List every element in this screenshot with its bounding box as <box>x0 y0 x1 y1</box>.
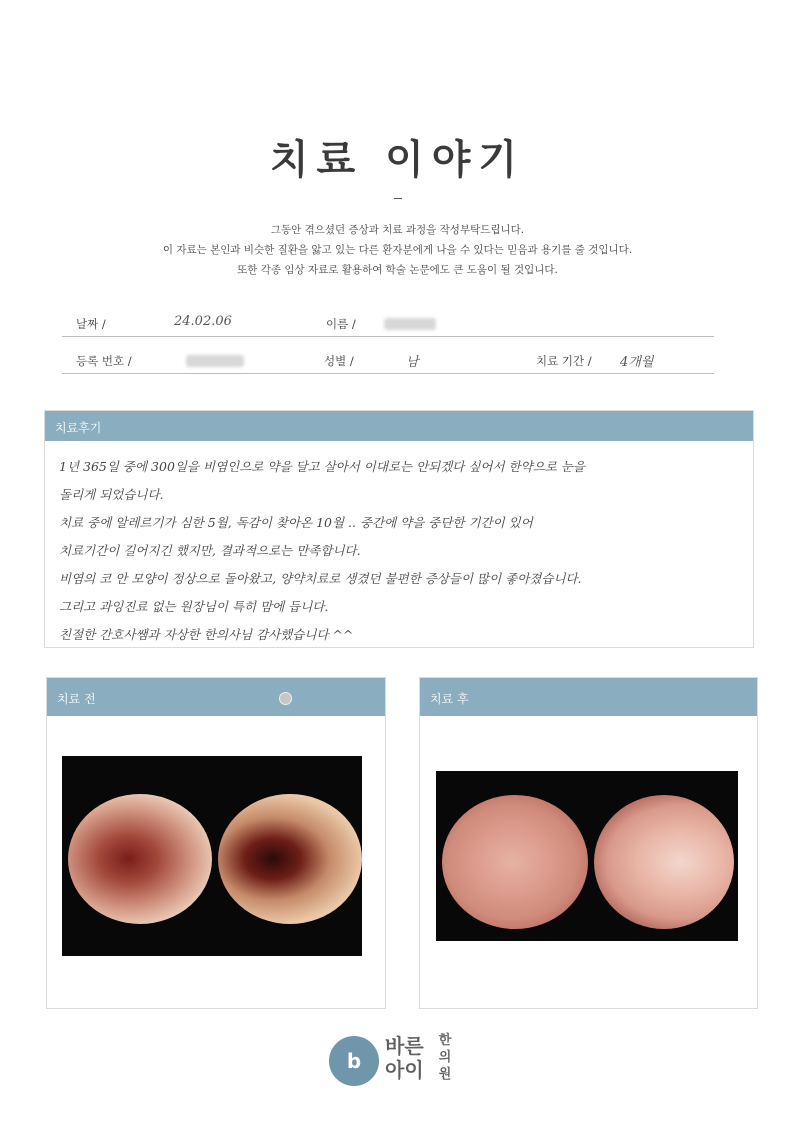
after-header-label: 치료 후 <box>430 692 469 706</box>
intro-line: 또한 각종 임상 자료로 활용하여 학술 논문에도 큰 도움이 될 것입니다. <box>237 264 558 276</box>
review-line: 친절한 간호사쌤과 자상한 한의사님 감사했습니다 ^^ <box>59 627 354 642</box>
after-section <box>419 677 758 1009</box>
page-title: 치료 이야기 <box>269 137 526 183</box>
intro-text <box>0 220 795 280</box>
logo-side-text <box>437 1032 453 1083</box>
logo-line-2: 아이 <box>385 1058 424 1082</box>
period-label: 치료 기간 / <box>536 354 592 368</box>
before-endoscopy-image <box>62 756 362 956</box>
logo-wordmark <box>385 1034 424 1082</box>
review-line: 그리고 과잉진료 없는 원장님이 특히 맘에 듭니다. <box>59 599 329 614</box>
date-label: 날짜 / <box>76 317 106 331</box>
review-line: 비염의 코 안 모양이 정상으로 돌아왔고, 양약치료로 생겼던 불편한 증상들이 많이 좋아졌습니다. <box>59 571 582 586</box>
after-header <box>420 678 757 716</box>
before-section <box>46 677 386 1009</box>
logo-side-char: 원 <box>438 1067 452 1082</box>
before-header-label: 치료 전 <box>57 692 96 706</box>
info-row-date-name <box>62 310 714 337</box>
logo-side-char: 한 <box>438 1033 452 1048</box>
name-label: 이름 / <box>326 317 356 331</box>
review-header-label: 치료후기 <box>55 421 102 435</box>
title-divider <box>394 198 402 199</box>
review-line: 1년 365일 중에 300일을 비염인으로 약을 달고 살아서 이대로는 안되겠다 싶어서 한약으로 눈을 <box>59 459 585 474</box>
review-line: 치료 중에 알레르기가 심한 5월, 독감이 찾아온 10월 .. 중간에 약을 중단한 기간이 있어 <box>59 515 533 530</box>
circle-mark-icon <box>279 692 292 705</box>
before-header <box>47 678 385 716</box>
intro-line: 이 자료는 본인과 비슷한 질환을 앓고 있는 다른 환자분에게 나을 수 있다는 믿음과 용기를 줄 것입니다. <box>162 244 633 256</box>
registration-redacted <box>186 355 244 367</box>
gender-value: 남 <box>406 355 419 370</box>
review-header <box>45 411 753 441</box>
logo-line-1: 바른 <box>385 1034 424 1058</box>
logo-mark-icon: b <box>329 1036 379 1086</box>
clinic-logo <box>329 1032 459 1092</box>
review-line: 돌리게 되었습니다. <box>59 487 164 502</box>
intro-line: 그동안 겪으셨던 증상과 치료 과정을 작성부탁드립니다. <box>270 224 525 236</box>
registration-label: 등록 번호 / <box>76 354 132 368</box>
review-text <box>59 453 749 649</box>
logo-side-char: 의 <box>438 1050 452 1065</box>
after-endoscopy-image <box>436 771 738 941</box>
period-value: 4개월 <box>620 355 654 370</box>
review-section <box>44 410 754 648</box>
review-line: 치료기간이 길어지긴 했지만, 결과적으로는 만족합니다. <box>59 543 361 558</box>
date-value: 24.02.06 <box>174 314 232 329</box>
info-row-reg-gender-period <box>62 347 714 374</box>
name-redacted <box>384 318 436 330</box>
gender-label: 성별 / <box>324 354 354 368</box>
